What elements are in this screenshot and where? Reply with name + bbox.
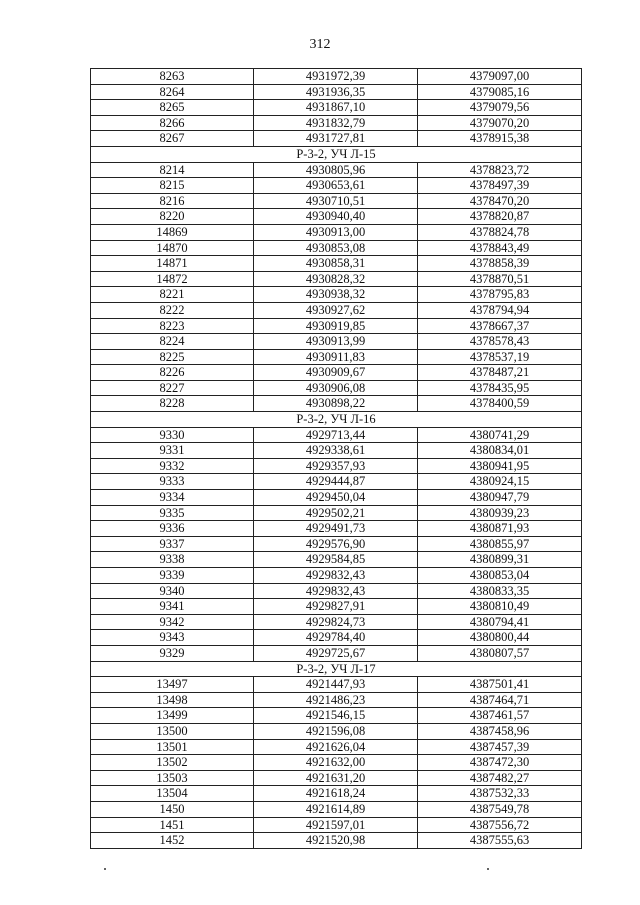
point-number-cell: 8267 [91, 131, 254, 147]
scan-mark-right [487, 868, 489, 870]
section-heading: Р-3-2, УЧ Л-15 [91, 146, 582, 162]
point-number-cell: 9343 [91, 630, 254, 646]
point-number-cell: 8224 [91, 334, 254, 350]
y-coordinate-cell: 4378823,72 [418, 162, 582, 178]
x-coordinate-cell: 4921597,01 [254, 817, 418, 833]
point-number-cell: 1451 [91, 817, 254, 833]
y-coordinate-cell: 4378537,19 [418, 349, 582, 365]
table-row [91, 458, 582, 474]
x-coordinate-cell: 4929784,40 [254, 630, 418, 646]
x-coordinate-cell: 4929725,67 [254, 645, 418, 661]
x-coordinate-cell: 4931867,10 [254, 100, 418, 116]
y-coordinate-cell: 4378858,39 [418, 256, 582, 272]
y-coordinate-cell: 4378915,38 [418, 131, 582, 147]
point-number-cell: 8214 [91, 162, 254, 178]
y-coordinate-cell: 4378795,83 [418, 287, 582, 303]
table-row [91, 692, 582, 708]
table-row [91, 380, 582, 396]
y-coordinate-cell: 4379097,00 [418, 69, 582, 85]
table-row [91, 115, 582, 131]
y-coordinate-cell: 4378820,87 [418, 209, 582, 225]
table-row [91, 349, 582, 365]
x-coordinate-cell: 4930653,61 [254, 178, 418, 194]
y-coordinate-cell: 4378794,94 [418, 302, 582, 318]
point-number-cell: 1450 [91, 801, 254, 817]
table-row [91, 583, 582, 599]
y-coordinate-cell: 4379070,20 [418, 115, 582, 131]
table-row [91, 770, 582, 786]
point-number-cell: 13497 [91, 677, 254, 693]
table-row [91, 599, 582, 615]
x-coordinate-cell: 4929576,90 [254, 536, 418, 552]
x-coordinate-cell: 4931972,39 [254, 69, 418, 85]
section-heading-row [91, 146, 582, 162]
point-number-cell: 14869 [91, 224, 254, 240]
y-coordinate-cell: 4387482,27 [418, 770, 582, 786]
x-coordinate-cell: 4929450,04 [254, 490, 418, 506]
y-coordinate-cell: 4387549,78 [418, 801, 582, 817]
y-coordinate-cell: 4387458,96 [418, 723, 582, 739]
x-coordinate-cell: 4930828,32 [254, 271, 418, 287]
x-coordinate-cell: 4929338,61 [254, 443, 418, 459]
table-row [91, 100, 582, 116]
coordinates-table [90, 68, 582, 849]
point-number-cell: 9341 [91, 599, 254, 615]
scan-mark-left [104, 868, 106, 870]
x-coordinate-cell: 4930919,85 [254, 318, 418, 334]
table-row [91, 224, 582, 240]
x-coordinate-cell: 4930940,40 [254, 209, 418, 225]
y-coordinate-cell: 4380924,15 [418, 474, 582, 490]
table-row [91, 708, 582, 724]
point-number-cell: 8215 [91, 178, 254, 194]
table-row [91, 287, 582, 303]
table-row [91, 69, 582, 85]
x-coordinate-cell: 4929491,73 [254, 521, 418, 537]
table-row [91, 568, 582, 584]
x-coordinate-cell: 4930913,99 [254, 334, 418, 350]
y-coordinate-cell: 4378870,51 [418, 271, 582, 287]
table-row [91, 396, 582, 412]
x-coordinate-cell: 4929832,43 [254, 568, 418, 584]
table-row [91, 209, 582, 225]
y-coordinate-cell: 4378843,49 [418, 240, 582, 256]
table-row [91, 630, 582, 646]
y-coordinate-cell: 4380810,49 [418, 599, 582, 615]
point-number-cell: 14872 [91, 271, 254, 287]
x-coordinate-cell: 4921618,24 [254, 786, 418, 802]
table-row [91, 193, 582, 209]
table-row [91, 817, 582, 833]
y-coordinate-cell: 4380833,35 [418, 583, 582, 599]
table-row [91, 739, 582, 755]
table-row [91, 801, 582, 817]
y-coordinate-cell: 4378487,21 [418, 365, 582, 381]
table-row [91, 427, 582, 443]
point-number-cell: 14871 [91, 256, 254, 272]
point-number-cell: 13503 [91, 770, 254, 786]
x-coordinate-cell: 4929502,21 [254, 505, 418, 521]
point-number-cell: 13502 [91, 755, 254, 771]
point-number-cell: 9331 [91, 443, 254, 459]
x-coordinate-cell: 4929713,44 [254, 427, 418, 443]
point-number-cell: 9332 [91, 458, 254, 474]
point-number-cell: 8265 [91, 100, 254, 116]
coordinates-table-body [91, 69, 582, 849]
table-row [91, 240, 582, 256]
x-coordinate-cell: 4930938,32 [254, 287, 418, 303]
y-coordinate-cell: 4380899,31 [418, 552, 582, 568]
table-row [91, 755, 582, 771]
point-number-cell: 9336 [91, 521, 254, 537]
table-row [91, 443, 582, 459]
point-number-cell: 9334 [91, 490, 254, 506]
x-coordinate-cell: 4930710,51 [254, 193, 418, 209]
table-row [91, 256, 582, 272]
y-coordinate-cell: 4378470,20 [418, 193, 582, 209]
table-row [91, 302, 582, 318]
point-number-cell: 8223 [91, 318, 254, 334]
x-coordinate-cell: 4921614,89 [254, 801, 418, 817]
y-coordinate-cell: 4387532,33 [418, 786, 582, 802]
page-number: 312 [309, 37, 331, 52]
y-coordinate-cell: 4380871,93 [418, 521, 582, 537]
x-coordinate-cell: 4921596,08 [254, 723, 418, 739]
x-coordinate-cell: 4921626,04 [254, 739, 418, 755]
x-coordinate-cell: 4929584,85 [254, 552, 418, 568]
y-coordinate-cell: 4380800,44 [418, 630, 582, 646]
point-number-cell: 9337 [91, 536, 254, 552]
table-row [91, 645, 582, 661]
point-number-cell: 8263 [91, 69, 254, 85]
point-number-cell: 9339 [91, 568, 254, 584]
table-row [91, 786, 582, 802]
point-number-cell: 13499 [91, 708, 254, 724]
x-coordinate-cell: 4930927,62 [254, 302, 418, 318]
y-coordinate-cell: 4387555,63 [418, 833, 582, 849]
y-coordinate-cell: 4378497,39 [418, 178, 582, 194]
x-coordinate-cell: 4930853,08 [254, 240, 418, 256]
point-number-cell: 9340 [91, 583, 254, 599]
x-coordinate-cell: 4921520,98 [254, 833, 418, 849]
point-number-cell: 13500 [91, 723, 254, 739]
table-row [91, 178, 582, 194]
x-coordinate-cell: 4921631,20 [254, 770, 418, 786]
point-number-cell: 8226 [91, 365, 254, 381]
section-heading: Р-3-2, УЧ Л-17 [91, 661, 582, 677]
y-coordinate-cell: 4387464,71 [418, 692, 582, 708]
table-row [91, 723, 582, 739]
y-coordinate-cell: 4378667,37 [418, 318, 582, 334]
point-number-cell: 1452 [91, 833, 254, 849]
point-number-cell: 8225 [91, 349, 254, 365]
y-coordinate-cell: 4387457,39 [418, 739, 582, 755]
x-coordinate-cell: 4931727,81 [254, 131, 418, 147]
table-row [91, 677, 582, 693]
point-number-cell: 9338 [91, 552, 254, 568]
y-coordinate-cell: 4380855,97 [418, 536, 582, 552]
point-number-cell: 8220 [91, 209, 254, 225]
section-heading-row [91, 412, 582, 428]
point-number-cell: 9330 [91, 427, 254, 443]
table-row [91, 334, 582, 350]
point-number-cell: 9329 [91, 645, 254, 661]
y-coordinate-cell: 4380853,04 [418, 568, 582, 584]
y-coordinate-cell: 4378435,95 [418, 380, 582, 396]
y-coordinate-cell: 4380941,95 [418, 458, 582, 474]
x-coordinate-cell: 4921632,00 [254, 755, 418, 771]
y-coordinate-cell: 4380834,01 [418, 443, 582, 459]
x-coordinate-cell: 4930805,96 [254, 162, 418, 178]
y-coordinate-cell: 4387461,57 [418, 708, 582, 724]
y-coordinate-cell: 4387556,72 [418, 817, 582, 833]
y-coordinate-cell: 4387501,41 [418, 677, 582, 693]
y-coordinate-cell: 4378400,59 [418, 396, 582, 412]
y-coordinate-cell: 4379085,16 [418, 84, 582, 100]
point-number-cell: 9335 [91, 505, 254, 521]
table-row [91, 552, 582, 568]
x-coordinate-cell: 4930911,83 [254, 349, 418, 365]
x-coordinate-cell: 4921546,15 [254, 708, 418, 724]
point-number-cell: 8264 [91, 84, 254, 100]
section-heading: Р-3-2, УЧ Л-16 [91, 412, 582, 428]
x-coordinate-cell: 4930898,22 [254, 396, 418, 412]
x-coordinate-cell: 4921447,93 [254, 677, 418, 693]
x-coordinate-cell: 4930906,08 [254, 380, 418, 396]
y-coordinate-cell: 4380947,79 [418, 490, 582, 506]
point-number-cell: 8221 [91, 287, 254, 303]
y-coordinate-cell: 4378578,43 [418, 334, 582, 350]
table-row [91, 521, 582, 537]
y-coordinate-cell: 4380794,41 [418, 614, 582, 630]
point-number-cell: 8228 [91, 396, 254, 412]
table-row [91, 474, 582, 490]
x-coordinate-cell: 4931936,35 [254, 84, 418, 100]
point-number-cell: 13501 [91, 739, 254, 755]
point-number-cell: 8216 [91, 193, 254, 209]
y-coordinate-cell: 4387472,30 [418, 755, 582, 771]
table-row [91, 84, 582, 100]
point-number-cell: 14870 [91, 240, 254, 256]
x-coordinate-cell: 4930909,67 [254, 365, 418, 381]
x-coordinate-cell: 4931832,79 [254, 115, 418, 131]
y-coordinate-cell: 4380807,57 [418, 645, 582, 661]
point-number-cell: 8222 [91, 302, 254, 318]
table-row [91, 614, 582, 630]
point-number-cell: 9333 [91, 474, 254, 490]
table-row [91, 536, 582, 552]
table-row [91, 162, 582, 178]
section-heading-row [91, 661, 582, 677]
table-row [91, 318, 582, 334]
x-coordinate-cell: 4929827,91 [254, 599, 418, 615]
y-coordinate-cell: 4380741,29 [418, 427, 582, 443]
point-number-cell: 8266 [91, 115, 254, 131]
table-row [91, 131, 582, 147]
point-number-cell: 9342 [91, 614, 254, 630]
x-coordinate-cell: 4929832,43 [254, 583, 418, 599]
table-row [91, 833, 582, 849]
point-number-cell: 13498 [91, 692, 254, 708]
x-coordinate-cell: 4921486,23 [254, 692, 418, 708]
y-coordinate-cell: 4378824,78 [418, 224, 582, 240]
y-coordinate-cell: 4379079,56 [418, 100, 582, 116]
x-coordinate-cell: 4929824,73 [254, 614, 418, 630]
point-number-cell: 13504 [91, 786, 254, 802]
x-coordinate-cell: 4930913,00 [254, 224, 418, 240]
table-row [91, 271, 582, 287]
table-row [91, 505, 582, 521]
x-coordinate-cell: 4929444,87 [254, 474, 418, 490]
x-coordinate-cell: 4929357,93 [254, 458, 418, 474]
x-coordinate-cell: 4930858,31 [254, 256, 418, 272]
table-row [91, 490, 582, 506]
point-number-cell: 8227 [91, 380, 254, 396]
table-row [91, 365, 582, 381]
y-coordinate-cell: 4380939,23 [418, 505, 582, 521]
